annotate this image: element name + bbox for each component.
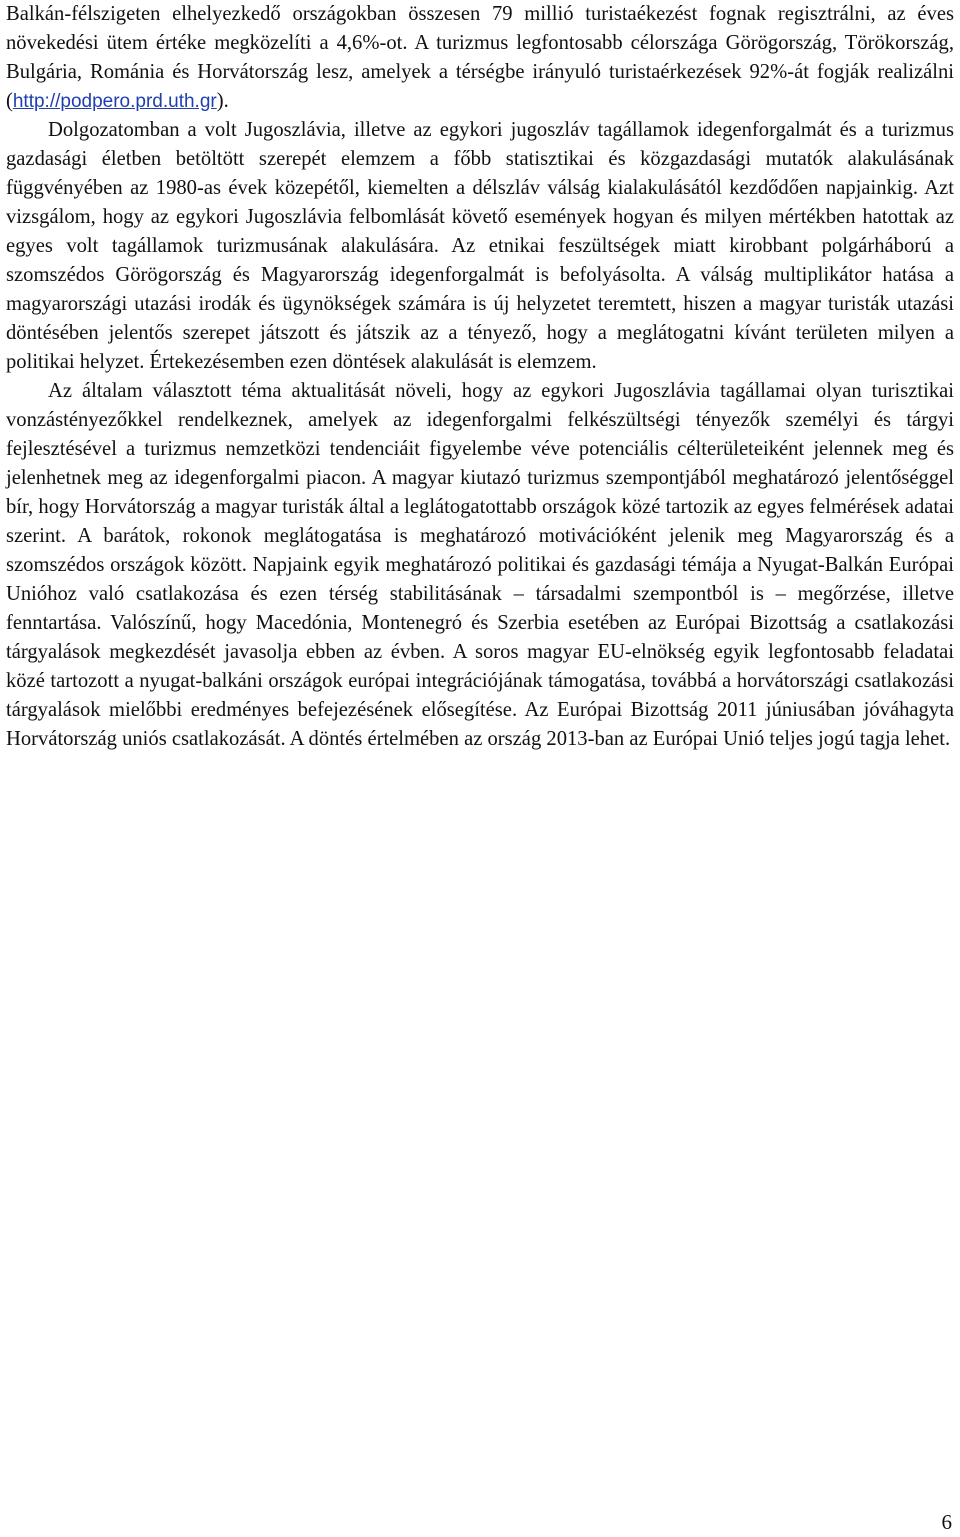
page-number: 6	[941, 1510, 952, 1534]
paragraph-tourism-forecast	[6, 0, 954, 116]
paragraph-thesis-scope: Dolgozatomban a volt Jugoszlávia, illetve az egykori jugoszláv tagállamok idegenforgalmát és a turizmus gazdasági életben betöltött szerepét elemzem a főbb statisztikai és közgazdasági mutatók alakulásának függvényében az 1980-as évek közepétől, kiemelten a délszláv válság kialakulásától kezdődően napjainkig. Azt vizsgálom, hogy az egykori Jugoszlávia felbomlását követő események hogyan és milyen mértékben hatottak az egyes volt tagállamok turizmusának alakulására. Az etnikai feszültségek miatt kirobbant polgárháború a szomszédos Görögország és Magyarország idegenforgalmát is befolyásolta. A válság multiplikátor hatása a magyarországi utazási irodák és ügynökségek számára is új helyzetet teremtett, hiszen a magyar turisták utazási döntésében jelentős szerepet játszott és játszik az a tényező, hogy a meglátogatni kívánt területen milyen a politikai helyzet. Értekezésemben ezen döntések alakulását is elemzem.	[6, 119, 954, 373]
paragraph-topic-relevance: Az általam választott téma aktualitását növeli, hogy az egykori Jugoszlávia tagállamai olyan turisztikai vonzástényezőkkel rendelkeznek, amelyek az idegenforgalmi felkészültségi tényezők személyi és tárgyi fejlesztésével a turizmus nemzetközi tendenciáit figyelembe véve potenciális célterületeiként jelennek meg és jelenhetnek meg az idegenforgalmi piacon. A magyar kiutazó turizmus szempontjából meghatározó jelentőséggel bír, hogy Horvátország a magyar turisták által a leglátogatottabb országok közé tartozik az egyes felmérések adatai szerint. A barátok, rokonok meglátogatása is meghatározó motivációként jelenik meg Magyarország és a szomszédos országok között. Napjaink egyik meghatározó politikai és gazdasági témája a Nyugat-Balkán Európai Unióhoz való csatlakozása és ezen térség stabilitásának – társadalmi szempontból is – megőrzése, illetve fenntartása. Valószínű, hogy Macedónia, Montenegró és Szerbia esetében az Európai Bizottság a csatlakozási tárgyalások megkezdését javasolja ebben az évben. A soros magyar EU-elnökség egyik legfontosabb feladatai közé tartozott a nyugat-balkáni országok európai integrációjának támogatása, továbbá a horvátországi csatlakozási tárgyalások mielőbbi eredményes befejezésének elősegítése. Az Európai Bizottság 2011 júniusában jóváhagyta Horvátország uniós csatlakozását. A döntés értelmében az ország 2013-ban az Európai Unió teljes jogú tagja lehet.	[6, 380, 954, 750]
paragraph-text: Balkán-félszigeten elhelyezkedő országokban összesen 79 millió turistaékezést fognak regisztrálni, az éves növekedési ütem értéke megközelíti a 4,6%-ot. A turizmus legfontosabb célországa Görögország, Törökország, Bulgária, Románia és Horvátország lesz, amelyek a térségbe irányuló turistaérkezések 92%-át fogják realizálni (	[6, 3, 954, 112]
paragraph-text-end: ).	[216, 90, 229, 112]
source-link[interactable]: http://podpero.prd.uth.gr	[12, 91, 217, 112]
document-page	[6, 0, 954, 754]
